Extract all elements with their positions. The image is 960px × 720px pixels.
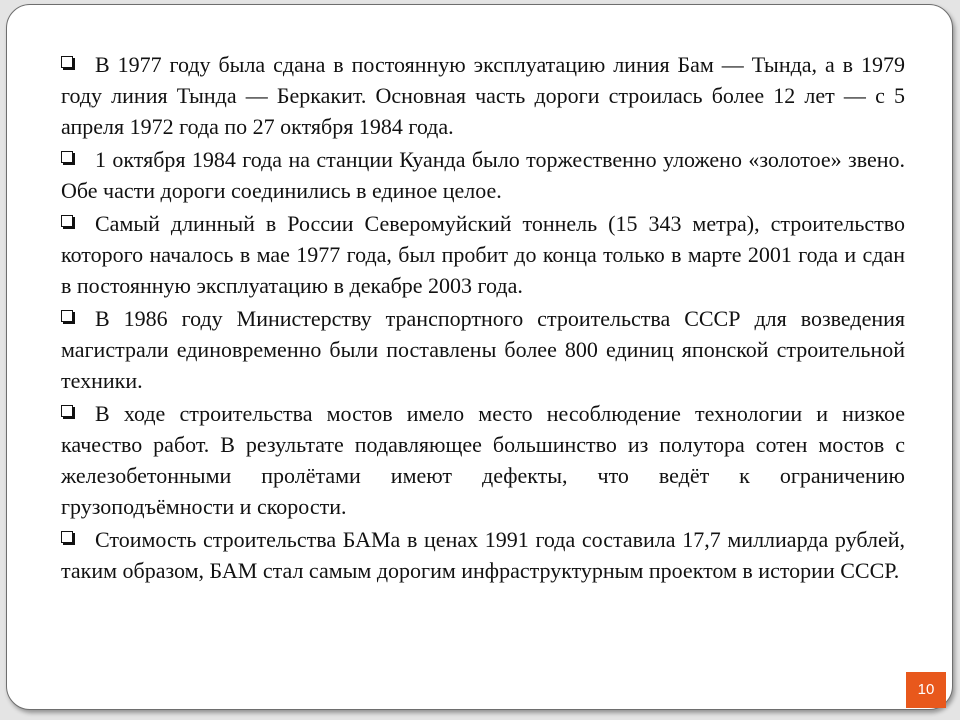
bullet-item	[61, 208, 905, 301]
checkbox-bullet-icon	[61, 215, 73, 227]
page-number-badge: 10	[906, 672, 946, 708]
bullet-text: В ходе строительства мостов имело место несоблюдение технологии и низкое качество работ. В результате подавляющее большинство из полутора сотен мостов с железобетонными пролётами имеют дефекты, что ведёт к ограничению грузоподъёмности и скорости.	[61, 401, 905, 519]
checkbox-bullet-icon	[61, 310, 73, 322]
bullet-list	[61, 49, 905, 588]
bullet-item	[61, 524, 905, 586]
slide-frame	[6, 4, 953, 710]
bullet-item	[61, 144, 905, 206]
bullet-text: Самый длинный в России Северомуйский тоннель (15 343 метра), строительство которого началось в мае 1977 года, был пробит до конца только в марте 2001 года и сдан в постоянную эксплуатацию в декабре 2003 года.	[61, 211, 905, 298]
bullet-text: 1 октября 1984 года на станции Куанда было торжественно уложено «золотое» звено. Обе части дороги соединились в единое целое.	[61, 147, 905, 203]
bullet-text: В 1977 году была сдана в постоянную эксплуатацию линия Бам — Тында, а в 1979 году линия Тында — Беркакит. Основная часть дороги строилась более 12 лет — с 5 апреля 1972 года по 27 октября 1984 года.	[61, 52, 905, 139]
bullet-item	[61, 49, 905, 142]
bullet-text: В 1986 году Министерству транспортного строительства СССР для возведения магистрали единовременно были поставлены более 800 единиц японской строительной техники.	[61, 306, 905, 393]
checkbox-bullet-icon	[61, 405, 73, 417]
checkbox-bullet-icon	[61, 151, 73, 163]
checkbox-bullet-icon	[61, 531, 73, 543]
bullet-item	[61, 303, 905, 396]
bullet-text: Стоимость строительства БАМа в ценах 1991 года составила 17,7 миллиарда рублей, таким образом, БАМ стал самым дорогим инфраструктурным проектом в истории СССР.	[61, 527, 905, 583]
bullet-item	[61, 398, 905, 522]
checkbox-bullet-icon	[61, 56, 73, 68]
